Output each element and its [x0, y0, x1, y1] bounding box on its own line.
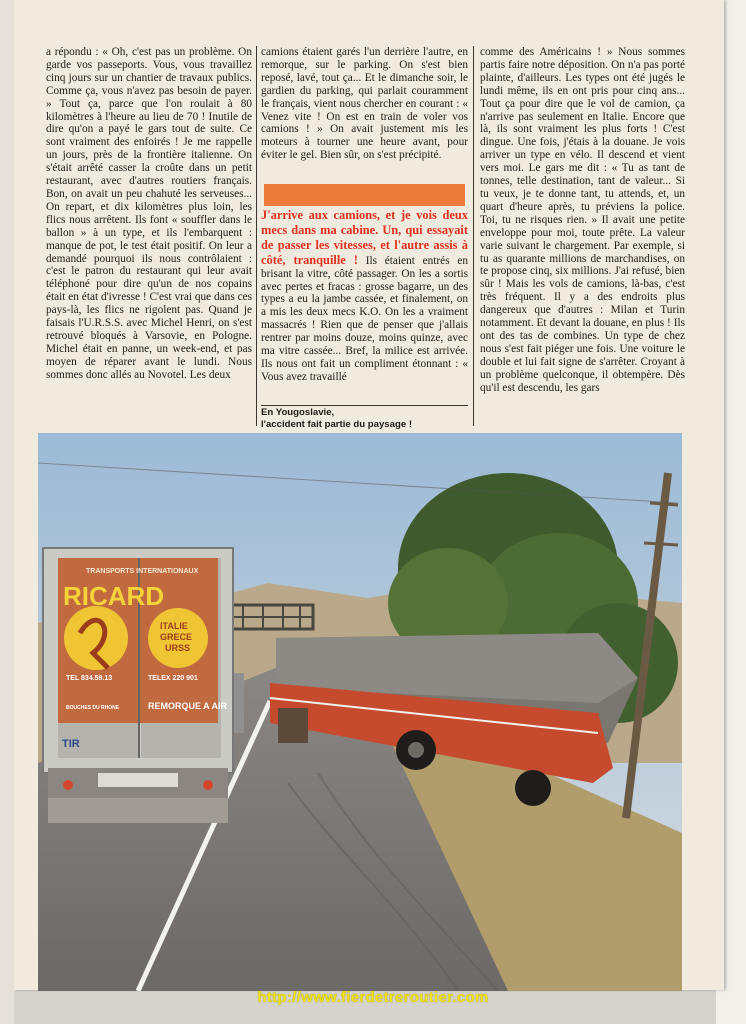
article-column-3 — [480, 46, 685, 394]
photo-caption — [261, 405, 468, 430]
truck-brand: RICARD — [63, 581, 165, 611]
column-divider-2 — [473, 46, 474, 426]
page-edge — [0, 0, 14, 1024]
truck-tel: TEL 834.59.13 — [66, 675, 113, 682]
pull-quote: J'arrive aux camions, et je vois deux mecs dans ma cabine. Un, qui essayait de passer les vitesses, et l'autre assis à côté, tranquille ! — [261, 208, 468, 267]
truck-sign-top: TRANSPORTS INTERNATIONAUX — [86, 568, 199, 575]
article-column-2 — [261, 46, 468, 162]
trailer-truck — [43, 548, 233, 823]
article-column-1 — [46, 46, 252, 382]
website-watermark: http://www.fierdetreroutier.com — [257, 989, 489, 1006]
accident-photo-illustration — [38, 433, 682, 991]
truck-bottom-left: BOUCHES DU RHONE — [66, 705, 120, 711]
caption-line-2: l'accident fait partie du paysage ! — [261, 418, 413, 430]
column-divider-1 — [256, 46, 257, 426]
quote-accent-bar — [264, 184, 465, 206]
article-column-2-continued — [261, 208, 468, 384]
distant-vehicle — [234, 673, 244, 733]
truck-country-1: ITALIE — [160, 621, 188, 631]
column-1-text: a répondu : « Oh, c'est pas un problème. On garde vos passeports. Vous, vous travaillez cinq jours sur un chantier de travaux publics. Comme ça, vous n'avez pas besoin de payer. » Tout ça, parce que l'on roulait à 80 kilomètres à l'heure au lieu de 70 ! Inutile de dire qu'on a payé le gars tout de suite. Ce sont vraiment des enfoirés ! Je me rappelle un jours, près de la frontière italienne. On s'était arrêté casser la croûte dans un petit restaurant, avec d'autres routiers français. Bon, on avait un peu chahuté les serveuses... On repart, et dix kilomètres plus loin, les flics nous arrêtent. Ils font « souffler dans le ballon » à un type, et ils l'embarquent : manque de pot, le test était positif. On leur a demandé pourquoi ils nous contrôlaient : c'est le patron du restaurant qui leur avait téléphoné pour dire qu'un de nos copains était en état d'ivresse ! C'est vrai que dans ces pays-là, les flics ne rigolent pas. Quand je faisais l'U.R.S.S. avec Michel Henri, on s'est retrouvé bloqués à Varsovie, en Pologne. Michel était en panne, un week-end, et pas moyen de réparer avant le lundi. Nous sommes donc allés au Novotel. Les deux — [46, 46, 252, 381]
column-3-text: comme des Américains ! » Nous sommes partis faire notre déposition. On n'a pas porté plainte, d'ailleurs. Les types ont été jugés le lundi même, ils en ont pris pour cinq ans... Tout ça pour dire que le vol de camion, ça n'arrive pas seulement en Italie. Encore que là, ils sont vraiment les plus forts ! C'est dingue. Une fois, j'étais à la douane. Je vois arriver un type en vélo. Il descend et vient vers moi. Le gars me dit : « Tu as tant de tonnes, telle destination, tant de valeur... Si tu veux, je te donne tant, tu attends, et, un quart d'heure après, tu préviens la police. Toi, tu ne risques rien. » Il avait une petite enveloppe pour moi, toute prête. La valeur varie suivant le chargement. Par exemple, si tu as quarante millions de marchandises, on te propose cinq, six millions. J'ai refusé, bien sûr ! Mais les vols de camions, là-bas, c'est très fréquent. Il y a des endroits plus dangereux que d'autres : Milan et Turin notamment. Et devant la douane, en plus ! Ils ont des tas de combines. Un type de chez nous s'est fait piéger une fois. Une voiture le double et lui fait signe de s'arrêter. Croyant à un problème quelconque, il obtempère. Dès qu'il est descendu, les gars — [480, 46, 685, 394]
tir-plate: TIR — [62, 738, 80, 750]
truck-country-2: GRECE — [160, 632, 193, 642]
truck-bottom-right: REMORQUE A AIR — [148, 701, 228, 711]
column-2b-text: Ils étaient entrés en brisant la vitre, côté passager. On les a sortis avec pertes et fracas : grosse bagarre, un des types a eu la jambe cassée, et finalement, on a mis les deux mecs K.O. On les a vraiment massacrés ! Rien que de penser que j'allais rentrer par moins douze, moins quinze, avec ma vitre cassée... Bref, la milice est arrivée. Ils nous ont fait un compliment étonnant : « Vous avez travaillé — [261, 254, 469, 383]
truck-country-3: URSS — [165, 643, 191, 653]
caption-line-1: En Yougoslavie, — [261, 407, 335, 418]
accident-photo — [38, 433, 682, 991]
truck-telex: TELEX 220 901 — [148, 675, 198, 682]
column-2-text: camions étaient garés l'un derrière l'autre, en remorque, sur le parking. On s'est bien reposé, lavé, tout ça... Et le dimanche soir, le gardien du parking, qui parlait couramment le français, vient nous chercher en courant : « Venez vite ! On est en train de voler vos camions ! » On avait justement mis les moteurs à tourner une heure avant, pour éviter le gel. Bien sûr, on s'est précipité. — [261, 46, 468, 162]
